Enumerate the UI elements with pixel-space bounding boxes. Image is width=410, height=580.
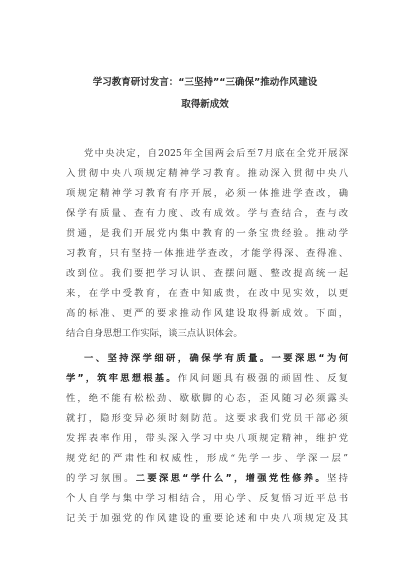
- paragraph-1-line: 项规定精神学习教育有序开展，必须一体推进学查改，确: [66, 188, 348, 199]
- paragraph-1-line: 改到位。我们要把学习认识、查摆问题、整改提高统一起: [66, 268, 348, 279]
- paragraph-1-line: 党中央决定，自2025年全国两会后至7月底在全党开展深: [84, 148, 348, 159]
- paragraph-2-line: 记关于加强党的作风建设的重要论述和中央八项规定及其: [66, 513, 348, 524]
- paragraph-1-line: 结合自身思想工作实际，谈三点认识体会。: [66, 328, 243, 339]
- paragraph-2-line: [66, 473, 348, 485]
- paragraph-2-line: 性，绝不能有松松劲、歇歇脚的心态，歪风随习必须露头: [66, 393, 348, 404]
- paragraph-text-fragment: 的学习氛围。: [66, 473, 136, 484]
- paragraph-text-fragment: 作风问题具有极强的顽固性、反复: [177, 373, 348, 384]
- paragraph-2-line: 规党纪的严肃性和权威性，形成“先学一步、学深一层”: [66, 453, 348, 464]
- paragraph-2-line: 就打，隐形变异必须时刻防范。这要求我们党员干部必须: [66, 413, 348, 424]
- section-heading-line: 一、坚持深学细研，确保学有质量。一要深思“为何: [84, 353, 348, 364]
- paragraph-1-line: 习教育，只有坚持一体推进学查改，才能学得深、查得准、: [66, 248, 348, 259]
- paragraph-2-line: [66, 373, 348, 385]
- paragraph-1-line: 高的标准、更严的要求推动作风建设取得新成效。下面，: [66, 308, 348, 319]
- document-title-line-1: 学习教育研讨发言：“三坚持”“三确保”推动作风建设: [92, 77, 318, 88]
- paragraph-1-line: 贯通，是我们开展党内集中教育的一条宝贵经验。推动学: [66, 228, 348, 239]
- paragraph-1-line: 保学有质量、查有力度、改有成效。学与查结合，查与改: [66, 208, 348, 219]
- section-heading-fragment: 学”，筑牢思想根基。: [66, 373, 178, 384]
- document-title-line-2: 取得新成效: [181, 99, 229, 110]
- paragraph-2-line: 个人自学与集中学习相结合，用心学、反复悟习近平总书: [66, 493, 348, 504]
- paragraph-1-line: 来，在学中受教育，在查中知戚贵，在改中见实效，以更: [66, 288, 348, 299]
- paragraph-text-fragment: 坚持: [327, 473, 348, 484]
- paragraph-1-line: 入贯彻中央八项规定精神学习教育。推动深入贯彻中央八: [66, 168, 348, 179]
- section-heading-fragment: 二要深思“学什么”，增强党性修养。: [135, 473, 328, 484]
- paragraph-2-line: 发挥表率作用，带头深入学习中央八项规定精神，维护党: [66, 433, 348, 444]
